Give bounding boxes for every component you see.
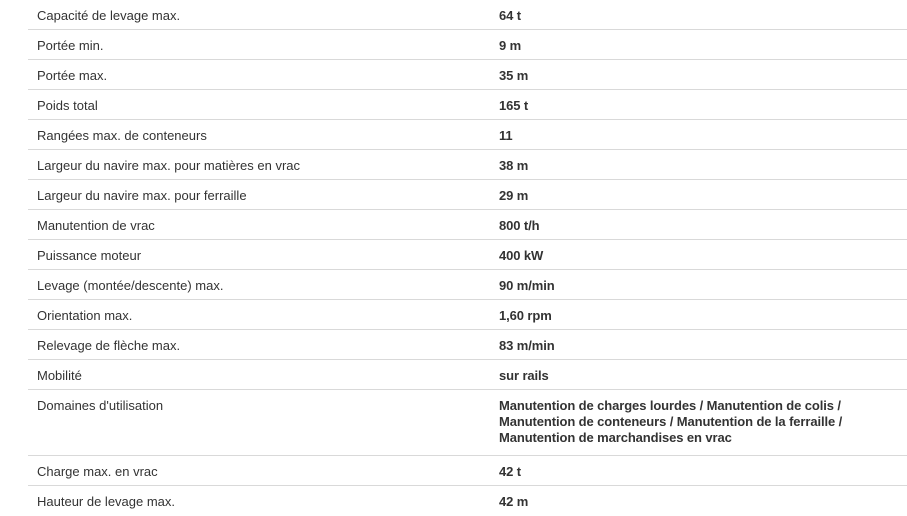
spec-label: Charge max. en vrac bbox=[37, 464, 158, 479]
spec-row-ship-width-bulk bbox=[28, 150, 907, 180]
spec-row-ship-width-scrap bbox=[28, 180, 907, 210]
spec-value: 83 m/min bbox=[499, 338, 555, 353]
spec-row-mobility bbox=[28, 360, 907, 390]
spec-row-bulk-load bbox=[28, 456, 907, 486]
spec-value: 9 m bbox=[499, 38, 522, 53]
spec-row-applications bbox=[28, 390, 907, 456]
spec-value: 400 kW bbox=[499, 248, 544, 263]
spec-label: Portée max. bbox=[37, 68, 108, 83]
spec-label: Largeur du navire max. pour ferraille bbox=[37, 188, 247, 203]
spec-label: Capacité de levage max. bbox=[37, 8, 181, 23]
spec-label: Hauteur de levage max. bbox=[37, 494, 176, 509]
spec-value: 90 m/min bbox=[499, 278, 555, 293]
spec-row-bulk-handling bbox=[28, 210, 907, 240]
spec-label: Largeur du navire max. pour matières en vrac bbox=[37, 158, 301, 173]
spec-value: 42 t bbox=[499, 464, 522, 479]
spec-row-engine-power bbox=[28, 240, 907, 270]
spec-row-lifting-height bbox=[28, 486, 907, 516]
spec-label: Poids total bbox=[37, 98, 98, 113]
spec-value: 42 m bbox=[499, 494, 529, 509]
spec-value: 38 m bbox=[499, 158, 529, 173]
spec-row-lifting-capacity bbox=[28, 0, 907, 30]
spec-row-min-reach bbox=[28, 30, 907, 60]
spec-row-container-rows bbox=[28, 120, 907, 150]
spec-label: Levage (montée/descente) max. bbox=[37, 278, 224, 293]
spec-value: 35 m bbox=[499, 68, 529, 83]
spec-label: Relevage de flèche max. bbox=[37, 338, 181, 353]
spec-label: Mobilité bbox=[37, 368, 82, 383]
spec-row-luffing bbox=[28, 330, 907, 360]
spec-value: 1,60 rpm bbox=[499, 308, 552, 323]
spec-label: Orientation max. bbox=[37, 308, 133, 323]
spec-value: 64 t bbox=[499, 8, 522, 23]
spec-value: 800 t/h bbox=[499, 218, 540, 233]
spec-value: sur rails bbox=[499, 368, 549, 383]
spec-value: 29 m bbox=[499, 188, 529, 203]
spec-row-total-weight bbox=[28, 90, 907, 120]
spec-table bbox=[28, 0, 907, 516]
spec-value: Manutention de charges lourdes / Manutention de colis / Manutention de conteneurs / Manutention de la ferraille / Manutention de marchandises en vrac bbox=[499, 398, 843, 445]
spec-label: Puissance moteur bbox=[37, 248, 142, 263]
spec-label: Domaines d'utilisation bbox=[37, 398, 164, 413]
spec-value: 11 bbox=[499, 128, 513, 143]
spec-label: Portée min. bbox=[37, 38, 104, 53]
spec-label: Rangées max. de conteneurs bbox=[37, 128, 207, 143]
spec-row-hoist-speed bbox=[28, 270, 907, 300]
spec-row-max-reach bbox=[28, 60, 907, 90]
spec-label: Manutention de vrac bbox=[37, 218, 155, 233]
spec-value: 165 t bbox=[499, 98, 529, 113]
spec-row-slewing bbox=[28, 300, 907, 330]
